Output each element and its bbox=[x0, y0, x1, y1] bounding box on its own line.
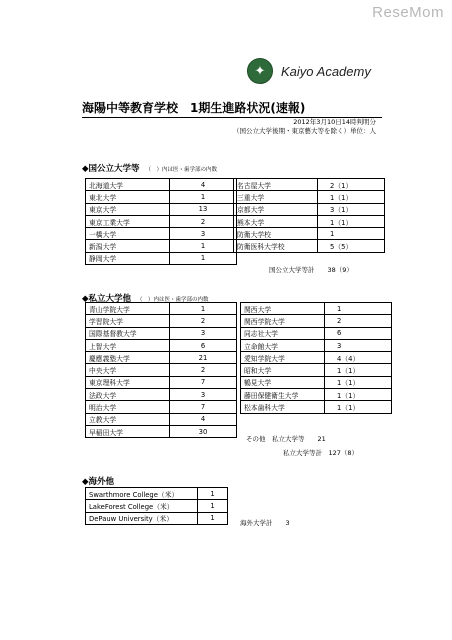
student-count: 7 bbox=[170, 401, 237, 413]
table-row bbox=[241, 389, 392, 401]
student-count: 1 bbox=[198, 512, 228, 524]
university-name: 慶應義塾大学 bbox=[86, 352, 170, 364]
table-row bbox=[234, 179, 385, 191]
university-name: 同志社大学 bbox=[241, 327, 325, 339]
university-name: 学習院大学 bbox=[86, 315, 170, 327]
table-row bbox=[234, 191, 385, 203]
section-heading-national bbox=[82, 162, 217, 174]
student-count: 1（1） bbox=[325, 364, 392, 376]
table-row bbox=[86, 228, 237, 240]
table-row bbox=[241, 327, 392, 339]
table-row bbox=[86, 252, 237, 264]
university-name: 立教大学 bbox=[86, 413, 170, 425]
private-table-right bbox=[240, 302, 392, 414]
student-count: 1 bbox=[170, 191, 237, 203]
student-count: 2 bbox=[325, 315, 392, 327]
table-row bbox=[86, 376, 237, 388]
student-count: 7 bbox=[170, 376, 237, 388]
table-row bbox=[86, 425, 237, 437]
table-row bbox=[86, 315, 237, 327]
student-count: 1（1） bbox=[318, 191, 385, 203]
university-name: 東京工業大学 bbox=[86, 215, 170, 227]
university-name: 関西大学 bbox=[241, 303, 325, 315]
student-count: 1 bbox=[325, 303, 392, 315]
student-count: 3 bbox=[170, 228, 237, 240]
as-of-date: 2012年3月10日14時判明分 bbox=[293, 118, 376, 126]
table-row bbox=[86, 389, 237, 401]
university-name: 鶴見大学 bbox=[241, 376, 325, 388]
university-name: 静岡大学 bbox=[86, 252, 170, 264]
university-name: 北海道大学 bbox=[86, 179, 170, 191]
student-count: 2 bbox=[170, 215, 237, 227]
section-title: ◆私立大学他 bbox=[82, 294, 132, 304]
student-count: 1（1） bbox=[318, 215, 385, 227]
section-title: ◆海外他 bbox=[82, 477, 115, 487]
table-row bbox=[86, 327, 237, 339]
section-note: （ ）内は医・歯学部の内数 bbox=[137, 297, 209, 303]
university-name: 関西学院大学 bbox=[241, 315, 325, 327]
table-row bbox=[86, 203, 237, 215]
private-other: その他 私立大学等 21 bbox=[246, 435, 326, 443]
student-count: 1（1） bbox=[325, 389, 392, 401]
university-name: 国際基督教大学 bbox=[86, 327, 170, 339]
student-count: 1 bbox=[198, 488, 228, 500]
university-name: 一橋大学 bbox=[86, 228, 170, 240]
student-count: 3 bbox=[325, 339, 392, 351]
student-count: 6 bbox=[325, 327, 392, 339]
table-row bbox=[86, 512, 228, 524]
table-row bbox=[241, 401, 392, 413]
university-name: 防衛大学校 bbox=[234, 228, 318, 240]
table-row bbox=[86, 179, 237, 191]
section-note: （ ）内は医・歯学部の内数 bbox=[145, 167, 218, 173]
table-row bbox=[86, 364, 237, 376]
university-name: Swarthmore College（米） bbox=[86, 488, 198, 500]
student-count: 1 bbox=[318, 228, 385, 240]
student-count: 3 bbox=[170, 389, 237, 401]
student-count: 1 bbox=[170, 240, 237, 252]
table-row bbox=[234, 228, 385, 240]
university-name: LakeForest College（米） bbox=[86, 500, 198, 512]
university-name: 藤田保健衛生大学 bbox=[241, 389, 325, 401]
school-brand-name: Kaiyo Academy bbox=[281, 63, 371, 79]
overseas-table bbox=[85, 487, 228, 525]
student-count: 1（1） bbox=[325, 401, 392, 413]
student-count: 13 bbox=[170, 203, 237, 215]
student-count: 1 bbox=[198, 500, 228, 512]
university-name: 青山学院大学 bbox=[86, 303, 170, 315]
university-name: 防衛医科大学校 bbox=[234, 240, 318, 252]
table-row bbox=[241, 376, 392, 388]
student-count: 4（4） bbox=[325, 352, 392, 364]
university-name: 昭和大学 bbox=[241, 364, 325, 376]
student-count: 6 bbox=[170, 339, 237, 351]
table-row bbox=[234, 215, 385, 227]
table-row bbox=[86, 191, 237, 203]
university-name: 立命館大学 bbox=[241, 339, 325, 351]
table-row bbox=[86, 303, 237, 315]
private-table-left bbox=[85, 302, 237, 438]
school-logo bbox=[247, 57, 371, 85]
student-count: 1（1） bbox=[325, 376, 392, 388]
table-row bbox=[86, 413, 237, 425]
private-total: 私立大学等計 127（8） bbox=[283, 449, 359, 457]
student-count: 2 bbox=[170, 364, 237, 376]
section-heading-overseas bbox=[82, 475, 114, 487]
student-count: 5（5） bbox=[318, 240, 385, 252]
unit-note: （国公立大学後期・東京藝大等を除く）単位：人 bbox=[233, 127, 376, 135]
student-count: 21 bbox=[170, 352, 237, 364]
university-name: 松本歯科大学 bbox=[241, 401, 325, 413]
table-row bbox=[241, 315, 392, 327]
table-row bbox=[86, 339, 237, 351]
student-count: 3 bbox=[170, 327, 237, 339]
university-name: 熊本大学 bbox=[234, 215, 318, 227]
student-count: 1 bbox=[170, 303, 237, 315]
table-row bbox=[86, 500, 228, 512]
national-table-right bbox=[233, 178, 385, 253]
table-row bbox=[234, 203, 385, 215]
site-watermark: ReseMom bbox=[372, 4, 444, 21]
student-count: 2 bbox=[170, 315, 237, 327]
table-row bbox=[234, 240, 385, 252]
overseas-total: 海外大学計 3 bbox=[240, 519, 290, 527]
university-name: 三重大学 bbox=[234, 191, 318, 203]
university-name: 京都大学 bbox=[234, 203, 318, 215]
national-total: 国公立大学等計 38（9） bbox=[269, 266, 353, 274]
university-name: 愛知学院大学 bbox=[241, 352, 325, 364]
student-count: 1 bbox=[170, 252, 237, 264]
university-name: 明治大学 bbox=[86, 401, 170, 413]
table-row bbox=[86, 240, 237, 252]
university-name: 法政大学 bbox=[86, 389, 170, 401]
student-count: 2（1） bbox=[318, 179, 385, 191]
student-count: 4 bbox=[170, 179, 237, 191]
table-row bbox=[86, 488, 228, 500]
university-name: 東京理科大学 bbox=[86, 376, 170, 388]
university-name: 上智大学 bbox=[86, 339, 170, 351]
university-name: 東京大学 bbox=[86, 203, 170, 215]
school-seal-icon: ✦ bbox=[247, 58, 273, 84]
student-count: 4 bbox=[170, 413, 237, 425]
table-row bbox=[241, 364, 392, 376]
university-name: 中央大学 bbox=[86, 364, 170, 376]
university-name: 東北大学 bbox=[86, 191, 170, 203]
student-count: 3（1） bbox=[318, 203, 385, 215]
table-row bbox=[86, 352, 237, 364]
table-row bbox=[86, 401, 237, 413]
university-name: 名古屋大学 bbox=[234, 179, 318, 191]
table-row bbox=[241, 352, 392, 364]
university-name: 早稲田大学 bbox=[86, 425, 170, 437]
table-row bbox=[241, 303, 392, 315]
university-name: DePauw University（米） bbox=[86, 512, 198, 524]
student-count: 30 bbox=[170, 425, 237, 437]
table-row bbox=[241, 339, 392, 351]
table-row bbox=[86, 215, 237, 227]
page-title: 海陽中等教育学校 1期生進路状況(速報) bbox=[82, 99, 382, 118]
university-name: 新潟大学 bbox=[86, 240, 170, 252]
national-table-left bbox=[85, 178, 237, 265]
section-title: ◆国公立大学等 bbox=[82, 164, 140, 174]
